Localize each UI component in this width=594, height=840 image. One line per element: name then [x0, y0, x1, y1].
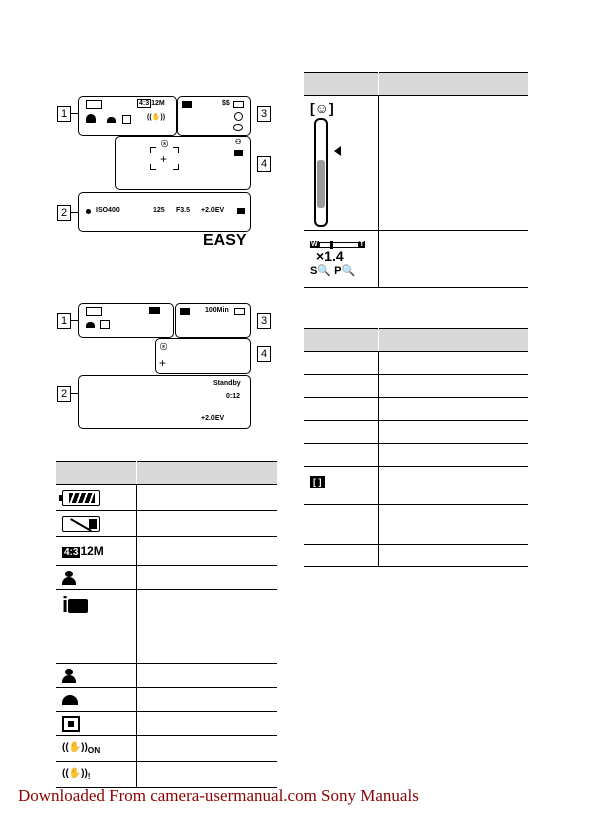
standby-label: Standby	[213, 380, 241, 387]
intelligent-auto-icon: i	[62, 594, 136, 616]
eye-icon	[233, 124, 243, 131]
icon-table-left	[56, 461, 277, 788]
callout-1: 1	[57, 313, 71, 329]
easy-label: EASY	[203, 232, 247, 249]
callout-3: 3	[257, 313, 271, 329]
icon-table-right-top	[304, 72, 528, 288]
time-label: 0:12	[226, 393, 241, 400]
zoom-scale-icon: W T ×1.4 S🔍 P🔍	[310, 241, 378, 277]
camera-shake-warning-icon: $((✋))_!$	[62, 768, 91, 781]
metering-icon	[122, 115, 131, 124]
footer-link[interactable]: Downloaded From camera-usermanual.com Sony Manuals	[18, 786, 419, 805]
callout-2: 2	[57, 205, 71, 221]
memory-icon	[182, 101, 192, 108]
af-cross-icon: +	[160, 152, 168, 166]
steadyshot-on-icon: $((✋))_{ON}$	[62, 742, 101, 755]
aspect-icon: 4:3	[139, 100, 150, 107]
metering-spot-icon	[62, 716, 80, 732]
histogram-icon	[237, 208, 245, 214]
scene-recognition-icon	[86, 114, 96, 123]
region-4	[155, 338, 251, 374]
landscape-icon	[86, 322, 95, 328]
steadyshot-icon: ((✋))	[147, 114, 166, 121]
aperture-label: F3.5	[176, 207, 191, 214]
drive-mode-icon	[234, 150, 243, 156]
level-pointer-icon	[334, 146, 341, 156]
timer-icon: ⓢ	[161, 141, 168, 148]
scene-portrait-icon	[62, 669, 76, 683]
zoom-factor: ×1.4	[316, 248, 344, 264]
icon-table-right-bottom	[304, 328, 528, 567]
memory-icon	[180, 308, 190, 315]
ev-label: +2.0EV	[201, 207, 225, 214]
landscape-icon	[107, 117, 116, 123]
memory-card-icon	[233, 101, 244, 108]
iso-label: ISO400	[96, 207, 120, 214]
callout-1: 1	[57, 106, 71, 122]
self-timer-icon	[234, 112, 243, 121]
aspect-12m-icon: 4:3 12M	[64, 544, 104, 558]
scene-recognition-icon	[62, 571, 76, 585]
region-4	[115, 136, 251, 190]
callout-3: 3	[257, 106, 271, 122]
battery-full-icon	[62, 490, 100, 506]
image-size-label: 12M	[151, 100, 165, 107]
battery-icon	[86, 307, 102, 316]
face-detect-icon: ⚇	[235, 139, 242, 146]
callout-2: 2	[57, 386, 71, 402]
metering-icon	[100, 320, 110, 329]
shutter-label: 125	[153, 207, 165, 214]
battery-icon	[86, 100, 102, 109]
callout-4: 4	[257, 346, 271, 362]
af-cross-icon: +	[159, 356, 167, 370]
face-smile-icon: [☺]	[310, 100, 334, 116]
flash-label: $$	[222, 100, 230, 107]
callout-4: 4	[257, 156, 271, 172]
smile-level-gauge	[314, 118, 328, 227]
af-frame-icon: [ ]	[310, 476, 325, 488]
memory-card-icon	[234, 308, 245, 315]
ev-label: +2.0EV	[201, 415, 225, 422]
rec-time-label: 100Min	[205, 307, 229, 314]
battery-empty-icon	[62, 516, 100, 532]
movie-mode-icon	[149, 307, 160, 314]
rec-dot-icon	[86, 209, 91, 214]
timer-icon: ⓢ	[160, 344, 167, 351]
landscape-icon	[62, 695, 78, 705]
